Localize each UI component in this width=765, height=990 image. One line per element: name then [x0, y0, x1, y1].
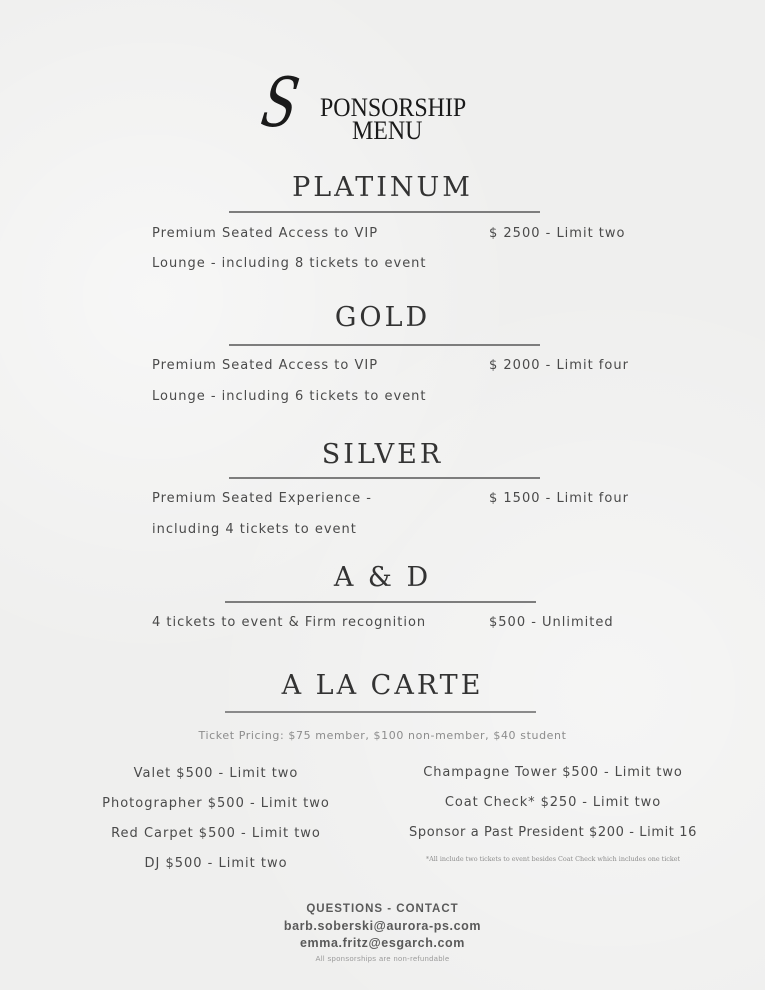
platinum-description-line2: Lounge - including 8 tickets to event	[152, 256, 427, 271]
title-script-letter: S	[256, 64, 304, 143]
a-la-carte-item-valet: Valet $500 - Limit two	[133, 766, 299, 781]
a-and-d-price: $500 - Unlimited	[489, 615, 614, 630]
a-la-carte-item-champagne-tower: Champagne Tower $500 - Limit two	[423, 765, 683, 780]
platinum-price: $ 2500 - Limit two	[489, 226, 626, 241]
contact-email-2[interactable]: emma.fritz@esgarch.com	[299, 936, 466, 950]
a-la-carte-footnote: *All include two tickets to event besides Coat Check which includes one ticket	[425, 855, 681, 863]
a-la-carte-heading: A LA CARTE	[281, 670, 484, 701]
contact-heading: QUESTIONS - CONTACT	[306, 903, 459, 915]
contact-email-1[interactable]: barb.soberski@aurora-ps.com	[283, 919, 482, 933]
divider-silver	[229, 477, 540, 479]
tier-heading-a-and-d: A & D	[333, 562, 432, 593]
divider-a-and-d	[225, 601, 536, 603]
silver-price: $ 1500 - Limit four	[489, 491, 629, 506]
silver-description-line1: Premium Seated Experience -	[152, 491, 372, 506]
tier-heading-gold: GOLD	[334, 302, 431, 333]
a-and-d-description: 4 tickets to event & Firm recognition	[152, 615, 427, 630]
divider-gold	[229, 344, 540, 346]
non-refundable-note: All sponsorships are non-refundable	[315, 954, 450, 963]
a-la-carte-item-coat-check: Coat Check* $250 - Limit two	[444, 795, 662, 810]
ticket-pricing: Ticket Pricing: $75 member, $100 non-member, $40 student	[198, 729, 567, 742]
gold-description-line2: Lounge - including 6 tickets to event	[152, 389, 427, 404]
a-la-carte-item-dj: DJ $500 - Limit two	[144, 856, 288, 871]
gold-price: $ 2000 - Limit four	[489, 358, 629, 373]
tier-heading-platinum: PLATINUM	[292, 172, 473, 203]
title-block	[256, 64, 508, 148]
gold-description-line1: Premium Seated Access to VIP	[152, 358, 379, 373]
divider-a-la-carte	[225, 711, 536, 713]
silver-description-line2: including 4 tickets to event	[152, 522, 357, 537]
title-line-2: MENU	[352, 116, 423, 145]
divider-platinum	[229, 211, 540, 213]
title-line-1: PONSORSHIP	[320, 93, 467, 122]
a-la-carte-item-photographer: Photographer $500 - Limit two	[102, 796, 330, 811]
platinum-description-line1: Premium Seated Access to VIP	[152, 226, 379, 241]
a-la-carte-item-past-president: Sponsor a Past President $200 - Limit 16	[409, 825, 697, 840]
tier-heading-silver: SILVER	[321, 439, 444, 470]
a-la-carte-item-red-carpet: Red Carpet $500 - Limit two	[111, 826, 321, 841]
